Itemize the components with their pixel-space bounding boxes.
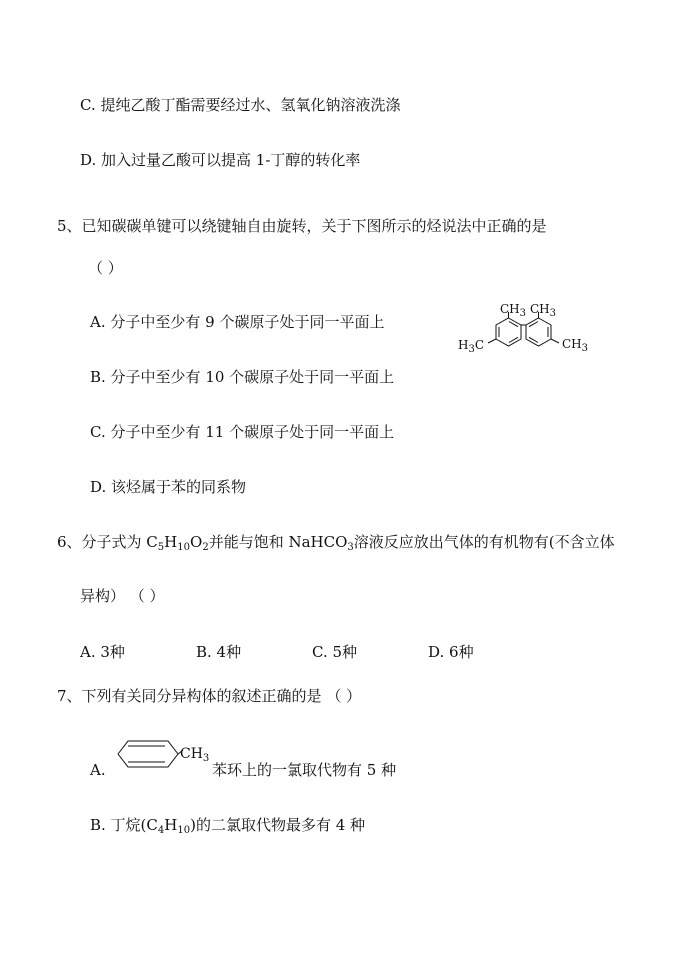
ch3-label-top-right: $CH_3$ bbox=[530, 302, 557, 319]
q6-option-a: A. 3种 bbox=[80, 643, 125, 661]
q7-option-b: B. 丁烷$(C_4H_{10})$的二氯取代物最多有 4 种 bbox=[90, 816, 366, 836]
q7-option-a-label: A. bbox=[90, 761, 106, 779]
ch3-label-right: $CH_3$ bbox=[562, 337, 589, 354]
q7-stem: 7、下列有关同分异构体的叙述正确的是 （ ） bbox=[57, 687, 362, 705]
q6-stem: 6、分子式为 $C_5H_{10}O_2$并能与饱和 NaHCO$_3$溶液反应放出气体的有机物有(不含立体 bbox=[57, 533, 615, 553]
h3c-label-left: $H_3C$ bbox=[458, 338, 485, 355]
q4-option-d: D. 加入过量乙酸可以提高 1-丁醇的转化率 bbox=[80, 151, 361, 169]
ch3-label-top-left: $CH_3$ bbox=[500, 302, 527, 319]
q5-option-b: B. 分子中至少有 10 个碳原子处于同一平面上 bbox=[90, 368, 395, 386]
q5-stem: 5、已知碳碳单键可以绕键轴自由旋转，关于下图所示的烃说法中正确的是 bbox=[57, 217, 547, 235]
q6-option-d: D. 6种 bbox=[428, 643, 474, 661]
q5-option-a: A. 分子中至少有 9 个碳原子处于同一平面上 bbox=[90, 313, 385, 331]
q6-stem-continued: 异构） （ ） bbox=[80, 587, 165, 605]
q4-option-c: C. 提纯乙酸丁酯需要经过水、氢氧化钠溶液洗涤 bbox=[80, 96, 401, 114]
q5-blank: （ ） bbox=[88, 259, 123, 277]
q6-option-b: B. 4种 bbox=[196, 643, 242, 661]
q5-option-d: D. 该烃属于苯的同系物 bbox=[90, 478, 247, 496]
q7-option-a-text: 苯环上的一氯取代物有 5 种 bbox=[212, 761, 397, 779]
toluene-ch3-label: $CH_3$ bbox=[180, 746, 210, 764]
toluene-structure bbox=[115, 738, 185, 770]
q5-option-c: C. 分子中至少有 11 个碳原子处于同一平面上 bbox=[90, 423, 395, 441]
q6-option-c: C. 5种 bbox=[312, 643, 358, 661]
